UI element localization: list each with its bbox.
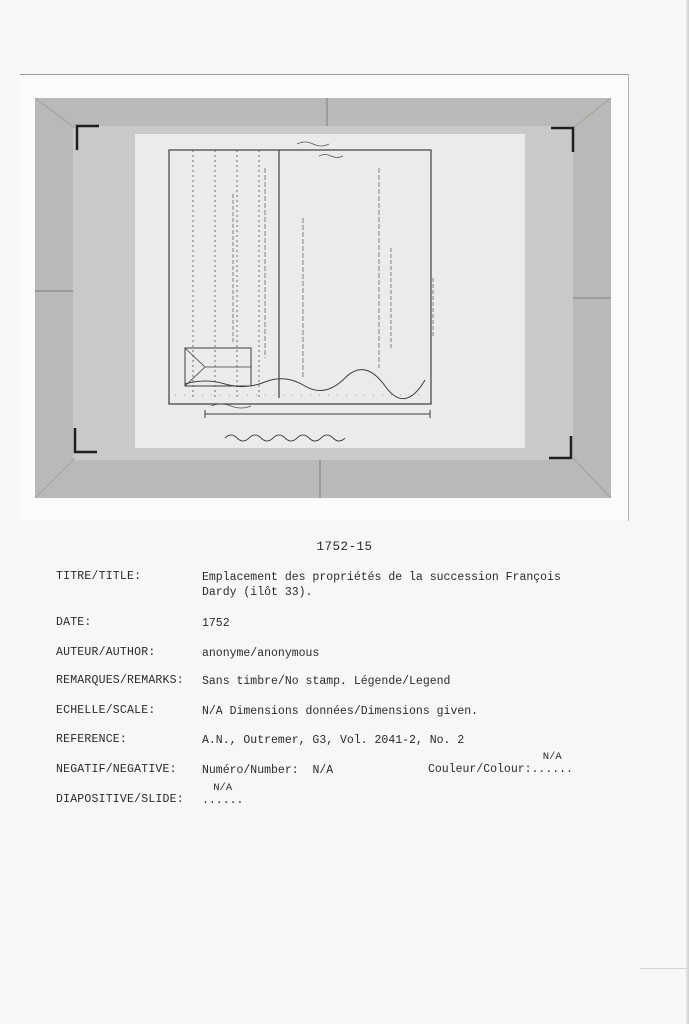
field-remarks-value: Sans timbre/No stamp. Légende/Legend	[202, 675, 451, 688]
field-author-label: AUTEUR/AUTHOR:	[56, 646, 156, 659]
slide-entry	[202, 782, 244, 808]
field-reference-label: REFERENCE:	[56, 733, 128, 746]
card-id: 1752-15	[316, 540, 373, 554]
negative-colour-entry	[531, 751, 573, 776]
slide-dots: ......	[202, 794, 244, 807]
negative-colour-value: N/A	[542, 751, 562, 763]
field-date-label: DATE:	[56, 616, 92, 629]
negative-number-label: Numéro/Number:	[202, 764, 299, 777]
negative-colour-dots: ......	[531, 763, 573, 776]
field-title-label: TITRE/TITLE:	[56, 570, 142, 583]
field-remarks-label: REMARQUES/REMARKS:	[56, 674, 184, 687]
field-date-value: 1752	[202, 617, 230, 630]
field-scale-value: N/A Dimensions données/Dimensions given.	[202, 705, 479, 718]
page-fold-line	[640, 968, 689, 969]
field-scale-label: ECHELLE/SCALE:	[56, 704, 156, 717]
field-slide-label: DIAPOSITIVE/SLIDE:	[56, 793, 184, 806]
field-reference-value: A.N., Outremer, G3, Vol. 2041-2, No. 2	[202, 734, 465, 747]
negative-colour	[428, 751, 573, 776]
field-slide-value	[202, 782, 602, 808]
field-negative-label: NEGATIF/NEGATIVE:	[56, 763, 177, 776]
map-photograph	[35, 98, 611, 498]
field-author-value: anonyme/anonymous	[202, 647, 320, 660]
map-photograph-drawing	[35, 98, 611, 498]
negative-colour-label: Couleur/Colour:	[428, 763, 532, 776]
slide-value: N/A	[213, 782, 233, 794]
field-title-value: Emplacement des propriétés de la succession François Dardy (ilôt 33).	[202, 571, 561, 599]
negative-number-value: N/A	[312, 764, 334, 777]
